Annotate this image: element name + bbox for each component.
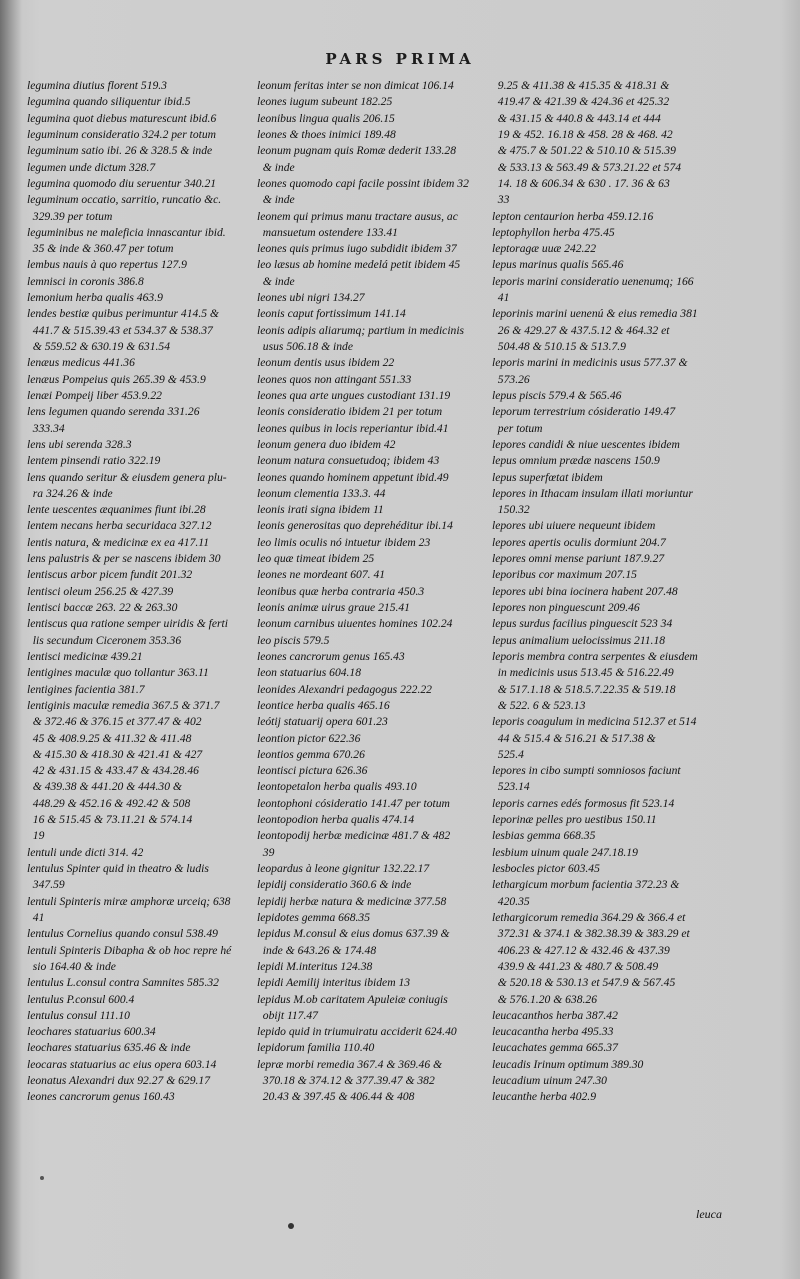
index-entry: leporis marini in medicinis usus 577.37 &: [492, 356, 688, 370]
index-entry: lepores in cibo sumpti somniosos faciunt: [492, 764, 681, 778]
index-entry: leonis consideratio ibidem 21 per totum: [257, 405, 443, 419]
index-entry: & inde: [257, 193, 295, 207]
index-entry: lepores apertis oculis dormiunt 204.7: [492, 535, 666, 549]
index-entry: lentigines facientia 381.7: [27, 682, 145, 696]
index-entry: leo quæ timeat ibidem 25: [257, 552, 375, 566]
index-entry: 439.9 & 441.23 & 480.7 & 508.49: [492, 959, 659, 973]
index-entry: leporinis marini uenenú & eius remedia 381: [492, 307, 698, 321]
index-entry: lentulus L.consul contra Samnites 585.32: [27, 976, 219, 990]
index-entry: lepræ morbi remedia 367.4 & 369.46 &: [257, 1057, 443, 1071]
index-entry: lendes bestiæ quibus perimuntur 414.5 &: [27, 307, 219, 321]
index-entry: leontios gemma 670.26: [257, 747, 365, 761]
index-entry: leontice herba qualis 465.16: [257, 698, 390, 712]
index-entry: 504.48 & 510.15 & 513.7.9: [492, 340, 626, 353]
index-entry: leones iugum subeunt 182.25: [257, 95, 393, 109]
index-entry: lemnisci in coronis 386.8: [27, 274, 144, 288]
index-entry: 419.47 & 421.39 & 424.36 et 425.32: [492, 95, 670, 109]
index-entry: leonem qui primus manu tractare ausus, ac: [257, 209, 458, 223]
index-entry: sio 164.40 & inde: [27, 959, 116, 973]
index-entry: leguminum occatio, sarritio, runcatio &c.: [27, 193, 222, 207]
index-entry: lentisci oleum 256.25 & 427.39: [27, 584, 174, 598]
index-entry: lepores in Ithacam insulam illati moriuntur: [492, 486, 693, 500]
index-entry: leones & thoes inimici 189.48: [257, 127, 396, 141]
index-entry: lentulus P.consul 600.4: [27, 992, 135, 1006]
index-entry: leones ne mordeant 607. 41: [257, 568, 386, 582]
index-entry: lepidotes gemma 668.35: [257, 910, 371, 924]
index-entry: lepido quid in triumuiratu acciderit 624.40: [257, 1025, 457, 1039]
index-entry: lentiscus qua ratione semper uiridis & ferti: [27, 617, 228, 631]
index-entry: leonibus lingua qualis 206.15: [257, 111, 395, 125]
index-entry: leporinæ pelles pro uestibus 150.11: [492, 813, 657, 827]
index-entry: & 439.38 & 441.20 & 444.30 &: [27, 780, 182, 794]
index-entry: legumina quot diebus maturescunt ibid.6: [27, 111, 217, 125]
index-entry: 370.18 & 374.12 & 377.39.47 & 382: [257, 1074, 435, 1088]
index-entry: leótij statuarij opera 601.23: [257, 715, 388, 729]
index-entry: leonibus quæ herba contraria 450.3: [257, 584, 425, 598]
index-entry: 16 & 515.45 & 73.11.21 & 574.14: [27, 813, 193, 827]
index-entry: leporis coagulum in medicina 512.37 et 514: [492, 715, 697, 729]
index-entry: ra 324.26 & inde: [27, 486, 113, 500]
index-entry: leucachates gemma 665.37: [492, 1041, 618, 1055]
index-entry: leguminibus ne maleficia innascantur ibid.: [27, 225, 226, 239]
index-entry: & 517.1.18 & 518.5.7.22.35 & 519.18: [492, 682, 676, 696]
index-entry: lepus animalium uelocissimus 211.18: [492, 633, 666, 647]
index-entry: lepton centaurion herba 459.12.16: [492, 209, 654, 223]
index-entry: leonum feritas inter se non dimicat 106.14: [257, 79, 454, 92]
index-entry: 19 & 452. 16.18 & 458. 28 & 468. 42: [492, 127, 673, 141]
index-entry: leporibus cor maximum 207.15: [492, 568, 637, 582]
index-entry: lemonium herba qualis 463.9: [27, 291, 163, 305]
index-entry: lepidus M.consul & eius domus 637.39 &: [257, 927, 450, 941]
index-entry: lentulus Cornelius quando consul 538.49: [27, 927, 218, 941]
index-entry: leporis carnes edés formosus fit 523.14: [492, 796, 675, 810]
index-entry: leonis irati signa ibidem 11: [257, 503, 384, 517]
index-entry: leocaras statuarius ac eius opera 603.14: [27, 1057, 217, 1071]
index-entry: 441.7 & 515.39.43 et 534.37 & 538.37: [27, 323, 213, 337]
index-entry: lens quando seritur & eiusdem genera plu-: [27, 470, 227, 484]
index-entry: leonum pugnam quis Romæ dederit 133.28: [257, 144, 457, 158]
index-entry: & 522. 6 & 523.13: [492, 698, 586, 712]
index-entry: leones quos non attingant 551.33: [257, 372, 412, 386]
index-entry: lens palustris & per se nascens ibidem 30: [27, 552, 221, 566]
index-entry: leontophoni cósideratio 141.47 per totum: [257, 796, 450, 810]
index-entry: lentiscus arbor picem fundit 201.32: [27, 568, 193, 582]
index-entry: leo piscis 579.5: [257, 633, 330, 647]
index-entry: leones cancrorum genus 165.43: [257, 649, 405, 663]
ink-spot: [288, 1223, 294, 1229]
index-entry: mansuetum ostendere 133.41: [257, 225, 398, 239]
index-entry: leontopodij herbæ medicinæ 481.7 & 482: [257, 829, 451, 843]
index-entry: lentisci baccæ 263. 22 & 263.30: [27, 601, 178, 614]
index-entry: lepus marinus qualis 565.46: [492, 258, 624, 272]
index-entry: 20.43 & 397.45 & 406.44 & 408: [257, 1090, 415, 1104]
index-entry: leptoragæ uuæ 242.22: [492, 242, 597, 256]
index-entry: 45 & 408.9.25 & 411.32 & 411.48: [27, 731, 192, 745]
index-entry: leopardus à leone gignitur 132.22.17: [257, 862, 430, 875]
index-entry: leonum genera duo ibidem 42: [257, 437, 396, 451]
index-entry: 19: [27, 829, 45, 843]
index-entry: leucadium uinum 247.30: [492, 1074, 607, 1088]
index-entry: 420.35: [492, 894, 530, 908]
index-entry: & 415.30 & 418.30 & 421.41 & 427: [27, 747, 203, 761]
index-entry: leonis caput fortissimum 141.14: [257, 307, 406, 321]
index-entry: 14. 18 & 606.34 & 630 . 17. 36 & 63: [492, 176, 670, 190]
index-entry: lentuli unde dicti 314. 42: [27, 845, 144, 859]
index-entry: lentuli Spinteris Dibapha & ob hoc repre hé: [27, 943, 232, 957]
index-entry: lepus surdus facilius pinguescit 523 34: [492, 617, 673, 631]
index-entry: & 372.46 & 376.15 et 377.47 & 402: [27, 715, 202, 729]
index-entry: 523.14: [492, 780, 530, 794]
index-entry: leonum dentis usus ibidem 22: [257, 356, 395, 370]
index-entry: inde & 643.26 & 174.48: [257, 943, 377, 957]
index-entry: & 431.15 & 440.8 & 443.14 et 444: [492, 111, 661, 125]
index-entry: 406.23 & 427.12 & 432.46 & 437.39: [492, 943, 670, 957]
index-entry: leones quibus in locis reperiantur ibid.41: [257, 421, 449, 435]
index-entry: leucadis Irinum optimum 389.30: [492, 1057, 644, 1071]
index-entry: lesbocles pictor 603.45: [492, 862, 600, 875]
index-entry: 448.29 & 452.16 & 492.42 & 508: [27, 796, 191, 810]
index-entry: leo læsus ab homine medelá petit ibidem 45: [257, 258, 461, 272]
index-entry: leporum terrestrium cósideratio 149.47: [492, 405, 676, 419]
index-entry: leonum clementia 133.3. 44: [257, 486, 386, 500]
index-entry: leporis marini consideratio uenenumq; 166: [492, 274, 694, 288]
index-entry: lepidi M.interitus 124.38: [257, 959, 373, 973]
index-entry: leporis membra contra serpentes & eiusdem: [492, 649, 698, 663]
index-entry: leones quomodo capi facile possint ibidem 32: [257, 176, 469, 190]
index-entry: leon statuarius 604.18: [257, 666, 362, 680]
index-entry: legumina quomodo diu seruentur 340.21: [27, 176, 217, 190]
index-entry: lentuli Spinteris miræ amphoræ urceiq; 638: [27, 894, 231, 908]
index-entry: lepores omni mense pariunt 187.9.27: [492, 552, 665, 566]
index-entry: 347.59: [27, 878, 65, 892]
index-entry: 35 & inde & 360.47 per totum: [27, 242, 174, 256]
index-entry: leones cancrorum genus 160.43: [27, 1090, 175, 1104]
index-entry: leguminum satio ibi. 26 & 328.5 & inde: [27, 144, 213, 158]
index-entry: lepores ubi uiuere nequeunt ibidem: [492, 519, 656, 533]
index-entry: lens legumen quando serenda 331.26: [27, 405, 200, 419]
index-entry: lentulus Spinter quid in theatro & ludis: [27, 862, 209, 875]
index-entry: 26 & 429.27 & 437.5.12 & 464.32 et: [492, 323, 670, 337]
index-entry: lentisci medicinæ 439.21: [27, 649, 143, 663]
index-entry: lepus superfœtat ibidem: [492, 470, 603, 484]
index-entry: leones qua arte ungues custodiant 131.19: [257, 388, 451, 402]
index-entry: lentem pinsendi ratio 322.19: [27, 454, 161, 468]
index-entry: legumina quando siliquentur ibid.5: [27, 95, 191, 109]
index-entry: & 533.13 & 563.49 & 573.21.22 et 574: [492, 160, 682, 174]
index-entry: leonis adipis aliarumq; partium in medicinis: [257, 323, 465, 337]
index-entry: lentigines maculæ quo tollantur 363.11: [27, 666, 209, 680]
index-entry: 333.34: [27, 421, 65, 435]
index-entry: leucacanthos herba 387.42: [492, 1008, 618, 1022]
index-entry: 39: [257, 845, 275, 859]
index-entry: leguminum consideratio 324.2 per totum: [27, 127, 217, 141]
index-entry: lepidij consideratio 360.6 & inde: [257, 878, 412, 892]
index-entry: lesbias gemma 668.35: [492, 829, 596, 843]
index-entry: leochares statuarius 600.34: [27, 1025, 156, 1039]
index-entry: usus 506.18 & inde: [257, 340, 353, 353]
index-entry: lembus nauis à quo repertus 127.9: [27, 258, 187, 272]
index-entry: leucanthe herba 402.9: [492, 1090, 596, 1104]
catchword: leuca: [696, 1207, 722, 1221]
index-entry: lesbium uinum quale 247.18.19: [492, 845, 638, 859]
index-entry: 41: [27, 910, 45, 924]
index-entry: legumen unde dictum 328.7: [27, 160, 156, 174]
index-entry: legumina diutius florent 519.3: [27, 79, 167, 92]
index-entry: lepidi Aemilij interitus ibidem 13: [257, 976, 411, 990]
index-entry: leontopodion herba qualis 474.14: [257, 813, 415, 827]
index-column-2: [257, 78, 493, 1106]
index-entry: leucacantha herba 495.33: [492, 1025, 614, 1039]
index-entry: 44 & 515.4 & 516.21 & 517.38 &: [492, 731, 656, 745]
index-entry: & 559.52 & 630.19 & 631.54: [27, 340, 170, 353]
index-entry: 41: [492, 291, 510, 305]
index-entry: lentulus consul 111.10: [27, 1008, 130, 1022]
index-entry: leones ubi nigri 134.27: [257, 291, 365, 305]
index-entry: leones quis primus iugo subdidit ibidem 37: [257, 242, 457, 256]
index-entry: lepus piscis 579.4 & 565.46: [492, 388, 622, 402]
index-entry: lepidorum familia 110.40: [257, 1041, 375, 1055]
index-entry: & 520.18 & 530.13 et 547.9 & 567.45: [492, 976, 676, 990]
index-entry: lis secundum Ciceronem 353.36: [27, 633, 182, 647]
index-entry: 372.31 & 374.1 & 382.38.39 & 383.29 et: [492, 927, 690, 941]
index-entry: leonatus Alexandri dux 92.27 & 629.17: [27, 1074, 211, 1088]
index-entry: lepores non pinguescunt 209.46: [492, 601, 640, 614]
index-column-3: [492, 78, 737, 1106]
index-entry: lepus omnium prædæ nascens 150.9: [492, 454, 660, 468]
index-entry: 329.39 per totum: [27, 209, 113, 223]
index-entry: leontisci pictura 626.36: [257, 764, 368, 778]
index-entry: in medicinis usus 513.45 & 516.22.49: [492, 666, 674, 680]
index-entry: leonum carnibus uiuentes homines 102.24: [257, 617, 453, 631]
index-entry: lepidij herbæ natura & medicinæ 377.58: [257, 894, 447, 908]
index-entry: lenæus medicus 441.36: [27, 356, 135, 370]
index-entry: lenæus Pompeius quis 265.39 & 453.9: [27, 372, 206, 386]
index-entry: 150.32: [492, 503, 530, 517]
index-entry: lenæi Pompeij liber 453.9.22: [27, 388, 162, 402]
index-entry: & 475.7 & 501.22 & 510.10 & 515.39: [492, 144, 676, 158]
running-head: PARS PRIMA: [325, 50, 475, 68]
index-entry: 42 & 431.15 & 433.47 & 434.28.46: [27, 764, 199, 778]
index-entry: 573.26: [492, 372, 530, 386]
index-entry: leochares statuarius 635.46 & inde: [27, 1041, 191, 1055]
index-entry: lentiginis maculæ remedia 367.5 & 371.7: [27, 698, 220, 712]
index-entry: obijt 117.47: [257, 1008, 318, 1022]
index-entry: 33: [492, 193, 510, 207]
index-entry: lepores ubi bina iocinera habent 207.48: [492, 584, 678, 598]
index-entry: lethargicum morbum facientia 372.23 &: [492, 878, 680, 892]
index-entry: leptophyllon herba 475.45: [492, 225, 615, 239]
index-entry: lente uescentes æquanimes fiunt ibi.28: [27, 503, 206, 517]
index-entry: lens ubi serenda 328.3: [27, 437, 132, 451]
index-entry: leones quando hominem appetunt ibid.49: [257, 470, 449, 484]
index-entry: lentis natura, & medicinæ ex ea 417.11: [27, 535, 210, 549]
index-entry: lethargicorum remedia 364.29 & 366.4 et: [492, 910, 686, 924]
index-entry: leonis generositas quo deprehéditur ibi.14: [257, 519, 453, 533]
index-entry: leonis animæ uirus graue 215.41: [257, 601, 410, 614]
index-entry: per totum: [492, 421, 543, 435]
index-entry: lentem necans herba securidaca 327.12: [27, 519, 212, 533]
index-entry: leontion pictor 622.36: [257, 731, 361, 745]
index-column-1: [27, 78, 255, 1106]
index-entry: & inde: [257, 274, 295, 288]
index-entry: leonides Alexandri pedagogus 222.22: [257, 682, 432, 696]
ink-spot: [40, 1176, 44, 1180]
index-entry: leonum natura consuetudoq; ibidem 43: [257, 454, 440, 468]
index-entry: leontopetalon herba qualis 493.10: [257, 780, 417, 794]
index-entry: 9.25 & 411.38 & 415.35 & 418.31 &: [492, 79, 670, 92]
index-entry: & 576.1.20 & 638.26: [492, 992, 597, 1006]
index-entry: lepores candidi & niue uescentes ibidem: [492, 437, 680, 451]
index-entry: lepidus M.ob caritatem Apuleiæ coniugis: [257, 992, 448, 1006]
index-entry: 525.4: [492, 747, 524, 761]
index-entry: & inde: [257, 160, 295, 174]
index-entry: leo limis oculis nó intuetur ibidem 23: [257, 535, 431, 549]
